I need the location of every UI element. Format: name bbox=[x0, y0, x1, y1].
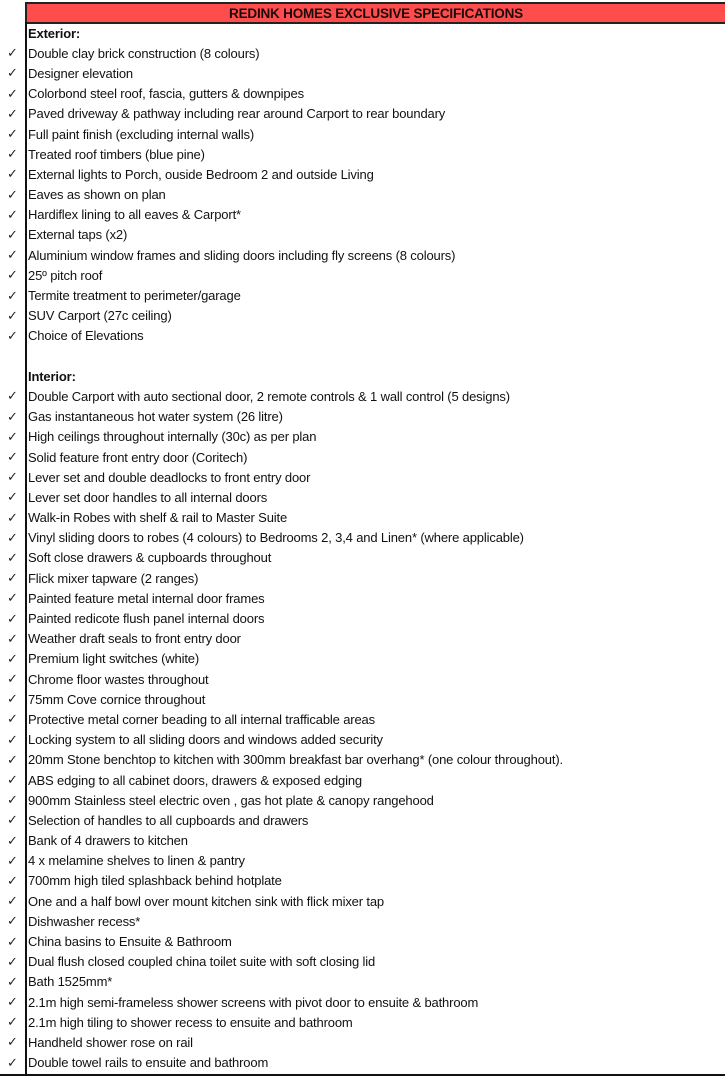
spec-item-text: Aluminium window frames and sliding doors including fly screens (8 colours) bbox=[28, 247, 456, 263]
header-row bbox=[0, 0, 725, 22]
check-icon: ✓ bbox=[7, 226, 18, 242]
list-item bbox=[0, 608, 725, 628]
list-item bbox=[0, 447, 725, 467]
spec-item-text: 25º pitch roof bbox=[28, 267, 103, 283]
list-item bbox=[0, 992, 725, 1012]
check-icon: ✓ bbox=[7, 832, 18, 848]
check-icon: ✓ bbox=[7, 590, 18, 606]
spec-item-text: Hardiflex lining to all eaves & Carport* bbox=[28, 207, 241, 223]
check-icon: ✓ bbox=[7, 146, 18, 162]
check-icon: ✓ bbox=[7, 711, 18, 727]
list-item bbox=[0, 487, 725, 507]
section-title: Interior: bbox=[28, 368, 76, 384]
spec-item-text: 2.1m high tiling to shower recess to ensuite and bathroom bbox=[28, 1014, 353, 1030]
list-item bbox=[0, 386, 725, 406]
page-title: REDINK HOMES EXCLUSIVE SPECIFICATIONS bbox=[25, 2, 725, 24]
check-icon: ✓ bbox=[7, 772, 18, 788]
spec-item-text: Double clay brick construction (8 colours) bbox=[28, 45, 260, 61]
list-item bbox=[0, 588, 725, 608]
spec-item-text: Dishwasher recess* bbox=[28, 913, 141, 929]
spec-item-text: Termite treatment to perimeter/garage bbox=[28, 288, 241, 304]
spec-item-text: Vinyl sliding doors to robes (4 colours) to Bedrooms 2, 3,4 and Linen* (where applicable) bbox=[28, 530, 524, 546]
check-icon: ✓ bbox=[7, 570, 18, 586]
spec-item-text: China basins to Ensuite & Bathroom bbox=[28, 934, 232, 950]
spec-item-text: Double towel rails to ensuite and bathroom bbox=[28, 1055, 269, 1071]
spec-item-text: One and a half bowl over mount kitchen sink with flick mixer tap bbox=[28, 893, 385, 909]
check-icon: ✓ bbox=[7, 610, 18, 626]
check-icon: ✓ bbox=[7, 287, 18, 303]
list-item bbox=[0, 528, 725, 548]
spec-item-text: High ceilings throughout internally (30c) as per plan bbox=[28, 429, 317, 445]
bottom-border bbox=[0, 1074, 725, 1076]
check-icon: ✓ bbox=[7, 994, 18, 1010]
list-item bbox=[0, 245, 725, 265]
list-item bbox=[0, 770, 725, 790]
check-icon: ✓ bbox=[7, 327, 18, 343]
list-item bbox=[0, 831, 725, 851]
check-icon: ✓ bbox=[7, 650, 18, 666]
check-icon: ✓ bbox=[7, 388, 18, 404]
check-icon: ✓ bbox=[7, 489, 18, 505]
list-item bbox=[0, 124, 725, 144]
list-item bbox=[0, 185, 725, 205]
spec-item-text: Chrome floor wastes throughout bbox=[28, 671, 209, 687]
list-item bbox=[0, 911, 725, 931]
spec-item-text: Colorbond steel roof, fascia, gutters & downpipes bbox=[28, 86, 304, 102]
check-icon: ✓ bbox=[7, 731, 18, 747]
list-item bbox=[0, 689, 725, 709]
check-icon: ✓ bbox=[7, 872, 18, 888]
check-icon: ✓ bbox=[7, 893, 18, 909]
spec-item-text: Lever set and double deadlocks to front entry door bbox=[28, 469, 311, 485]
check-icon: ✓ bbox=[7, 973, 18, 989]
check-icon: ✓ bbox=[7, 469, 18, 485]
check-icon: ✓ bbox=[7, 630, 18, 646]
spec-item-text: Locking system to all sliding doors and windows added security bbox=[28, 732, 383, 748]
check-icon: ✓ bbox=[7, 206, 18, 222]
spec-item-text: 20mm Stone benchtop to kitchen with 300mm breakfast bar overhang* (one colour throughout). bbox=[28, 752, 563, 768]
check-icon: ✓ bbox=[7, 1014, 18, 1030]
list-item bbox=[0, 891, 725, 911]
check-icon: ✓ bbox=[7, 247, 18, 263]
spec-item-text: Flick mixer tapware (2 ranges) bbox=[28, 570, 199, 586]
check-icon: ✓ bbox=[7, 549, 18, 565]
interior-items bbox=[0, 386, 725, 1072]
list-item bbox=[0, 427, 725, 447]
check-icon: ✓ bbox=[7, 953, 18, 969]
section-title: Exterior: bbox=[28, 25, 81, 41]
list-item bbox=[0, 43, 725, 63]
check-icon: ✓ bbox=[7, 1054, 18, 1070]
check-icon: ✓ bbox=[7, 913, 18, 929]
spec-item-text: Eaves as shown on plan bbox=[28, 187, 166, 203]
spec-item-text: Gas instantaneous hot water system (26 litre) bbox=[28, 409, 283, 425]
spec-item-text: Solid feature front entry door (Coritech) bbox=[28, 449, 248, 465]
check-icon: ✓ bbox=[7, 166, 18, 182]
list-item bbox=[0, 104, 725, 124]
list-item bbox=[0, 326, 725, 346]
spec-item-text: Painted feature metal internal door frames bbox=[28, 590, 265, 606]
check-icon: ✓ bbox=[7, 1034, 18, 1050]
check-icon: ✓ bbox=[7, 186, 18, 202]
list-item bbox=[0, 144, 725, 164]
list-item bbox=[0, 205, 725, 225]
check-icon: ✓ bbox=[7, 509, 18, 525]
list-item bbox=[0, 871, 725, 891]
list-item bbox=[0, 810, 725, 830]
list-item bbox=[0, 709, 725, 729]
spec-item-text: External lights to Porch, ouside Bedroom 2 and outside Living bbox=[28, 166, 374, 182]
spec-item-text: Paved driveway & pathway including rear around Carport to rear boundary bbox=[28, 106, 446, 122]
check-icon: ✓ bbox=[7, 933, 18, 949]
spec-item-text: Selection of handles to all cupboards and drawers bbox=[28, 812, 309, 828]
list-item bbox=[0, 730, 725, 750]
check-icon: ✓ bbox=[7, 671, 18, 687]
list-item bbox=[0, 952, 725, 972]
spec-item-text: 2.1m high semi-frameless shower screens with pivot door to ensuite & bathroom bbox=[28, 994, 479, 1010]
section-header-interior bbox=[0, 366, 725, 386]
list-item bbox=[0, 63, 725, 83]
check-icon: ✓ bbox=[7, 428, 18, 444]
exterior-items bbox=[0, 43, 725, 346]
blank-row bbox=[0, 346, 725, 366]
list-item bbox=[0, 225, 725, 245]
check-icon: ✓ bbox=[7, 751, 18, 767]
spec-item-text: ABS edging to all cabinet doors, drawers & exposed edging bbox=[28, 772, 363, 788]
spec-item-text: Choice of Elevations bbox=[28, 328, 144, 344]
spec-item-text: 75mm Cove cornice throughout bbox=[28, 691, 206, 707]
check-icon: ✓ bbox=[7, 45, 18, 61]
list-item bbox=[0, 649, 725, 669]
check-icon: ✓ bbox=[7, 529, 18, 545]
check-icon: ✓ bbox=[7, 65, 18, 81]
spec-list bbox=[0, 23, 725, 1073]
spec-item-text: Lever set door handles to all internal doors bbox=[28, 489, 268, 505]
list-item bbox=[0, 669, 725, 689]
check-icon: ✓ bbox=[7, 449, 18, 465]
spec-item-text: Soft close drawers & cupboards throughout bbox=[28, 550, 272, 566]
spec-item-text: Bank of 4 drawers to kitchen bbox=[28, 833, 188, 849]
list-item bbox=[0, 629, 725, 649]
list-item bbox=[0, 1032, 725, 1052]
list-item bbox=[0, 568, 725, 588]
spec-item-text: 900mm Stainless steel electric oven , gas hot plate & canopy rangehood bbox=[28, 792, 434, 808]
list-item bbox=[0, 931, 725, 951]
spec-item-text: External taps (x2) bbox=[28, 227, 128, 243]
spec-item-text: 700mm high tiled splashback behind hotplate bbox=[28, 873, 282, 889]
list-item bbox=[0, 84, 725, 104]
check-icon: ✓ bbox=[7, 267, 18, 283]
spec-item-text: Designer elevation bbox=[28, 65, 133, 81]
check-icon: ✓ bbox=[7, 812, 18, 828]
list-item bbox=[0, 467, 725, 487]
spec-item-text: Painted redicote flush panel internal doors bbox=[28, 611, 265, 627]
check-icon: ✓ bbox=[7, 852, 18, 868]
list-item bbox=[0, 164, 725, 184]
list-item bbox=[0, 285, 725, 305]
spec-item-text: Full paint finish (excluding internal walls) bbox=[28, 126, 255, 142]
spec-item-text: Protective metal corner beading to all internal trafficable areas bbox=[28, 711, 375, 727]
check-icon: ✓ bbox=[7, 105, 18, 121]
check-icon: ✓ bbox=[7, 792, 18, 808]
spec-item-text: SUV Carport (27c ceiling) bbox=[28, 308, 172, 324]
check-icon: ✓ bbox=[7, 408, 18, 424]
check-icon: ✓ bbox=[7, 85, 18, 101]
check-icon: ✓ bbox=[7, 126, 18, 142]
spec-item-text: Walk-in Robes with shelf & rail to Master Suite bbox=[28, 510, 288, 526]
spec-item-text: Handheld shower rose on rail bbox=[28, 1034, 193, 1050]
spec-item-text: 4 x melamine shelves to linen & pantry bbox=[28, 853, 245, 869]
spec-item-text: Dual flush closed coupled china toilet suite with soft closing lid bbox=[28, 954, 376, 970]
list-item bbox=[0, 306, 725, 326]
list-item bbox=[0, 407, 725, 427]
check-icon: ✓ bbox=[7, 691, 18, 707]
list-item bbox=[0, 1053, 725, 1073]
list-item bbox=[0, 1012, 725, 1032]
list-item bbox=[0, 548, 725, 568]
check-icon: ✓ bbox=[7, 307, 18, 323]
list-item bbox=[0, 265, 725, 285]
list-item bbox=[0, 790, 725, 810]
spec-item-text: Treated roof timbers (blue pine) bbox=[28, 146, 205, 162]
list-item bbox=[0, 508, 725, 528]
list-item bbox=[0, 972, 725, 992]
list-item bbox=[0, 750, 725, 770]
spec-item-text: Premium light switches (white) bbox=[28, 651, 200, 667]
spec-item-text: Double Carport with auto sectional door, 2 remote controls & 1 wall control (5 designs) bbox=[28, 388, 510, 404]
spec-item-text: Bath 1525mm* bbox=[28, 974, 113, 990]
section-header-exterior bbox=[0, 23, 725, 43]
spec-item-text: Weather draft seals to front entry door bbox=[28, 631, 241, 647]
list-item bbox=[0, 851, 725, 871]
